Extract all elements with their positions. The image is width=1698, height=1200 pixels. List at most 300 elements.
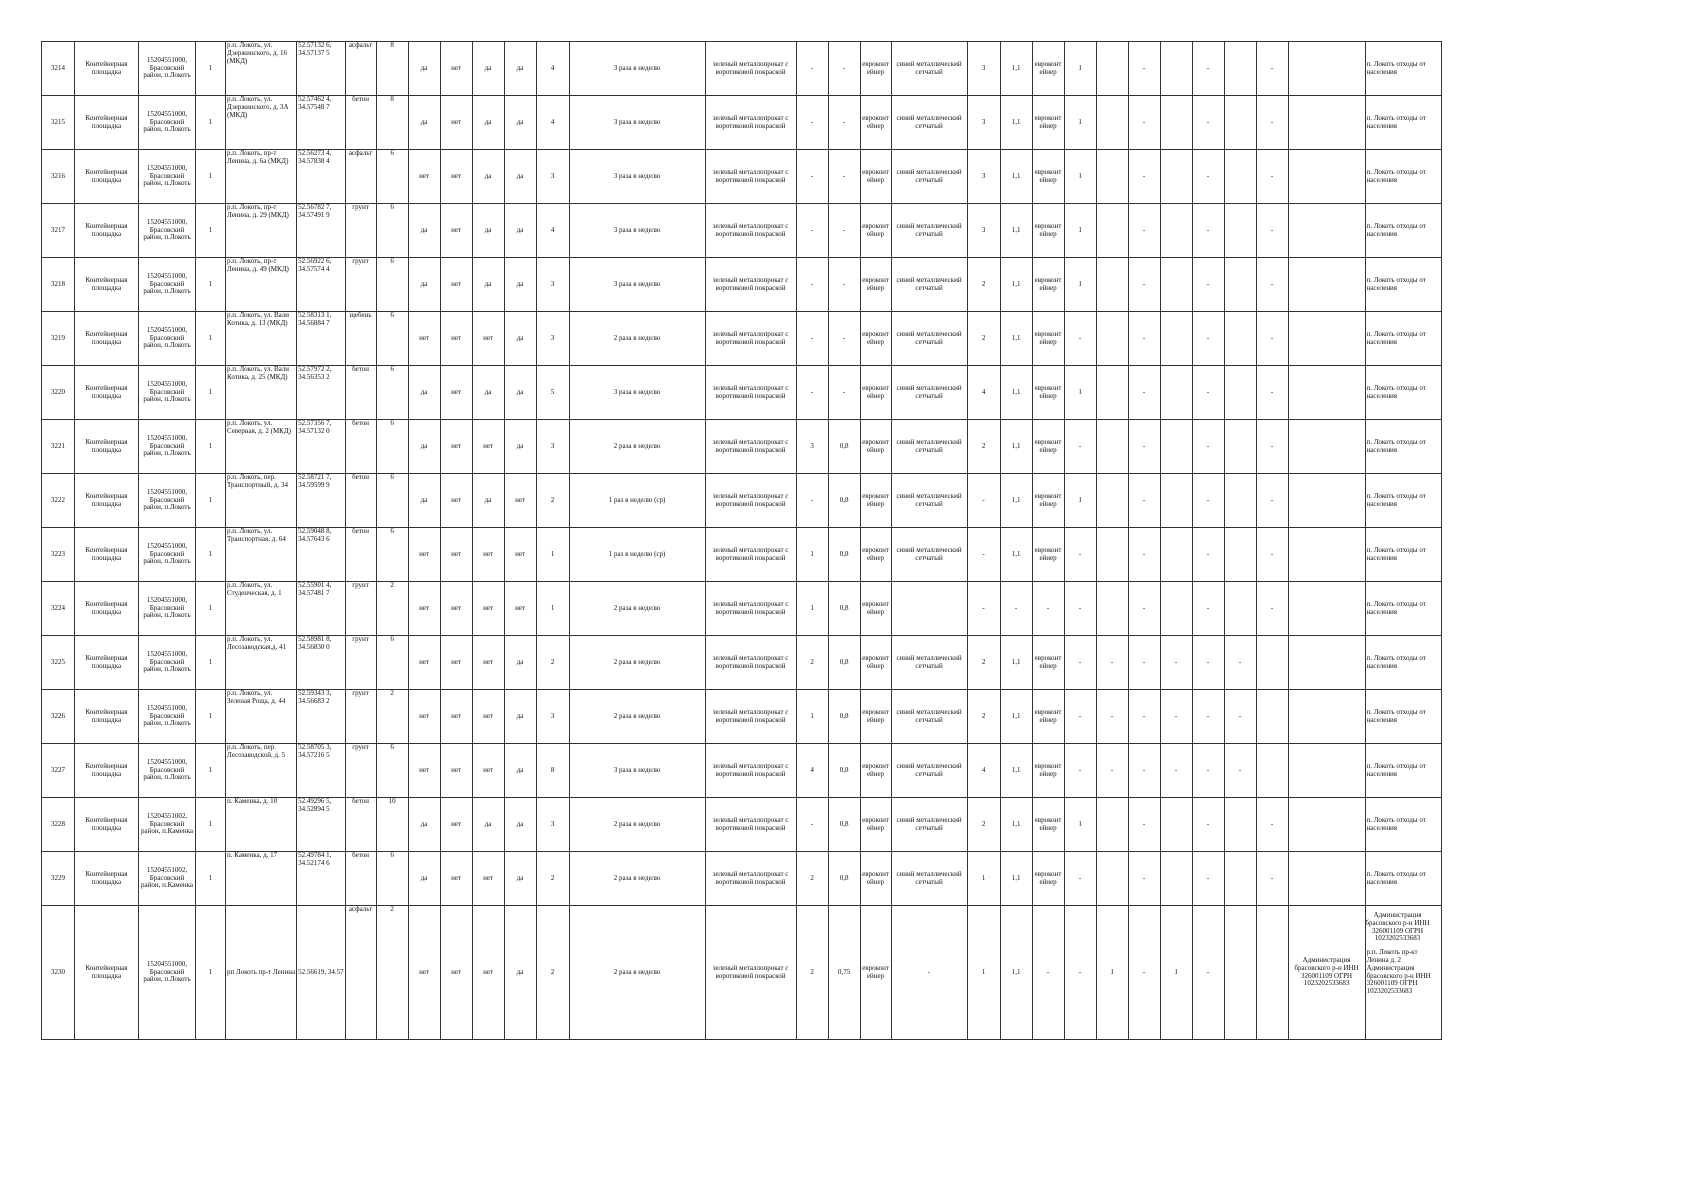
site-number-cell: 3225 — [42, 636, 75, 690]
value-cell-f5 — [1224, 96, 1256, 150]
value-cell-f5 — [1224, 528, 1256, 582]
waste-source-cell: п. Локоть отходы от населения — [1365, 582, 1441, 636]
value-cell-f1 — [1096, 798, 1128, 852]
value-cell-e1: евроконт ейнер — [860, 42, 891, 96]
value-cell-c3: да — [472, 204, 504, 258]
oktmo-cell: 15204551000, Брасовский район, п.Локоть — [139, 312, 196, 366]
waste-source-cell: п. Локоть отходы от населения — [1365, 420, 1441, 474]
coordinates-cell: 52.56619, 34.57 — [297, 906, 346, 1040]
value-cell-e5: евроконт ейнер — [1032, 312, 1064, 366]
value-cell-f1: - — [1096, 744, 1128, 798]
value-cell-f3 — [1160, 420, 1192, 474]
waste-source-cell: п. Локоть отходы от населения — [1365, 312, 1441, 366]
value-cell-e1: евроконт ейнер — [860, 366, 891, 420]
value-cell-e2: синий металлический сетчатый — [891, 96, 967, 150]
value-cell-f3: - — [1160, 636, 1192, 690]
value-cell-e5: евроконт ейнер — [1032, 96, 1064, 150]
table-row — [42, 744, 1442, 798]
value-cell-e5: евроконт ейнер — [1032, 852, 1064, 906]
address-cell: рп Локоть пр-т Ленина — [226, 906, 297, 1040]
waste-source-cell: п. Локоть отходы от населения — [1365, 852, 1441, 906]
waste-source-cell: п. Локоть отходы от населения — [1365, 42, 1441, 96]
value-cell-c3: да — [472, 150, 504, 204]
address-cell: р.п. Локоть, ул. Северная, д. 2 (МКД) — [226, 420, 297, 474]
value-cell-e4: 1,1 — [1000, 366, 1032, 420]
waste-source-cell: п. Локоть отходы от населения — [1365, 150, 1441, 204]
site-type-cell: Контейнерная площадка — [75, 150, 139, 204]
schedule-cell: 2 раза в неделю — [569, 798, 705, 852]
site-number-cell: 3217 — [42, 204, 75, 258]
schedule-cell: 3 раза в неделю — [569, 204, 705, 258]
owner-cell — [1288, 366, 1365, 420]
value-cell-f2: - — [1128, 744, 1160, 798]
table-row — [42, 420, 1442, 474]
fence-cell: зеленый металлопрокат с воротиковой покраской — [705, 420, 796, 474]
coordinates-cell: 52.58721 7, 34.59599 9 — [297, 474, 346, 528]
value-cell-e3: 2 — [967, 420, 1000, 474]
value-cell-f1 — [1096, 366, 1128, 420]
surface-cell: бетон — [345, 528, 376, 582]
value-cell-d2: - — [828, 204, 860, 258]
fence-cell: зеленый металлопрокат с воротиковой покраской — [705, 42, 796, 96]
value-cell-c2: нет — [440, 204, 472, 258]
value-cell-e4: 1,1 — [1000, 474, 1032, 528]
value-cell-d1: - — [796, 150, 828, 204]
address-cell: р.п. Локоть, пр-т Ленина, д. 49 (МКД) — [226, 258, 297, 312]
value-cell-f6: - — [1256, 420, 1288, 474]
coordinates-cell: 52.58981 8, 34.56830 0 — [297, 636, 346, 690]
value-cell-f6: - — [1256, 312, 1288, 366]
value-cell-c1: нет — [408, 312, 440, 366]
area-cell: 8 — [376, 42, 408, 96]
coordinates-cell: 52.57972 2, 34.56353 2 — [297, 366, 346, 420]
value-cell-d1: - — [796, 204, 828, 258]
value-cell-f3 — [1160, 204, 1192, 258]
value-cell-c5: 3 — [536, 258, 569, 312]
value-cell-e4: 1,1 — [1000, 906, 1032, 1040]
value-cell-e3: 1 — [967, 906, 1000, 1040]
site-type-cell: Контейнерная площадка — [75, 204, 139, 258]
value-cell-c3: да — [472, 42, 504, 96]
value-cell-f3: - — [1160, 744, 1192, 798]
value-cell-e2: синий металлический сетчатый — [891, 474, 967, 528]
value-cell-f1 — [1096, 852, 1128, 906]
oktmo-cell: 15204551000, Брасовский район, п.Локоть — [139, 204, 196, 258]
value-cell-e1: евроконт ейнер — [860, 582, 891, 636]
value-cell-e3: 3 — [967, 150, 1000, 204]
value-cell-d1: 4 — [796, 744, 828, 798]
count-cell: 1 — [196, 636, 226, 690]
value-cell-e4: 1,1 — [1000, 636, 1032, 690]
table-row — [42, 582, 1442, 636]
coordinates-cell: 52.49296 5, 34.52894 5 — [297, 798, 346, 852]
value-cell-c4: нет — [504, 474, 536, 528]
value-cell-d1: - — [796, 42, 828, 96]
value-cell-e1: евроконт ейнер — [860, 528, 891, 582]
value-cell-f5 — [1224, 42, 1256, 96]
value-cell-e1: евроконт ейнер — [860, 150, 891, 204]
value-cell-e6: - — [1064, 312, 1096, 366]
value-cell-c3: нет — [472, 420, 504, 474]
value-cell-c1: да — [408, 366, 440, 420]
value-cell-c4: да — [504, 852, 536, 906]
value-cell-c4: да — [504, 906, 536, 1040]
schedule-cell: 2 раза в неделю — [569, 582, 705, 636]
waste-source-cell: п. Локоть отходы от населения — [1365, 204, 1441, 258]
value-cell-e3: 3 — [967, 42, 1000, 96]
value-cell-c4: да — [504, 312, 536, 366]
value-cell-c5: 1 — [536, 582, 569, 636]
surface-cell: грунт — [345, 636, 376, 690]
value-cell-f2: - — [1128, 204, 1160, 258]
site-type-cell: Контейнерная площадка — [75, 420, 139, 474]
value-cell-c2: нет — [440, 582, 472, 636]
address-cell: п. Каменка, д. 17 — [226, 852, 297, 906]
table-row — [42, 906, 1442, 1040]
value-cell-e1: евроконт ейнер — [860, 420, 891, 474]
surface-cell: грунт — [345, 744, 376, 798]
waste-source-cell: п. Локоть отходы от населения — [1365, 798, 1441, 852]
value-cell-d1: 1 — [796, 582, 828, 636]
value-cell-d2: - — [828, 258, 860, 312]
value-cell-c5: 3 — [536, 150, 569, 204]
value-cell-e3: 3 — [967, 204, 1000, 258]
value-cell-f5: - — [1224, 690, 1256, 744]
owner-cell — [1288, 312, 1365, 366]
value-cell-f2: - — [1128, 528, 1160, 582]
count-cell: 1 — [196, 906, 226, 1040]
value-cell-c5: 1 — [536, 528, 569, 582]
value-cell-d1: 3 — [796, 420, 828, 474]
schedule-cell: 1 раз в неделю (ср) — [569, 474, 705, 528]
value-cell-e3: 2 — [967, 258, 1000, 312]
value-cell-d1: - — [796, 798, 828, 852]
site-number-cell: 3223 — [42, 528, 75, 582]
address-cell: р.п. Локоть, ул. Дзержинского, д. 16 (МКД) — [226, 42, 297, 96]
value-cell-e4: - — [1000, 582, 1032, 636]
address-cell: р.п. Локоть, ул. Вали Котика, д. 13 (МКД) — [226, 312, 297, 366]
value-cell-f5 — [1224, 852, 1256, 906]
value-cell-f3 — [1160, 150, 1192, 204]
value-cell-c1: нет — [408, 582, 440, 636]
site-type-cell: Контейнерная площадка — [75, 744, 139, 798]
value-cell-f4: - — [1192, 582, 1224, 636]
address-cell: р.п. Локоть, ул. Дзержинского, д. 3А (МКД) — [226, 96, 297, 150]
value-cell-c3: да — [472, 96, 504, 150]
table-row — [42, 852, 1442, 906]
value-cell-f5 — [1224, 582, 1256, 636]
value-cell-c1: нет — [408, 528, 440, 582]
coordinates-cell: 52.56922 6, 34.57574 4 — [297, 258, 346, 312]
table-row — [42, 204, 1442, 258]
table-row — [42, 258, 1442, 312]
table-row — [42, 690, 1442, 744]
value-cell-c3: да — [472, 258, 504, 312]
value-cell-e4: 1,1 — [1000, 312, 1032, 366]
value-cell-f4: - — [1192, 528, 1224, 582]
value-cell-d2: 0,8 — [828, 474, 860, 528]
value-cell-f3 — [1160, 582, 1192, 636]
oktmo-cell: 15204551000, Брасовский район, п.Локоть — [139, 42, 196, 96]
address-cell: р.п. Локоть, ул. Вали Котика, д. 25 (МКД) — [226, 366, 297, 420]
address-cell: р.п. Локоть, ул. Лесозаводская,д. 41 — [226, 636, 297, 690]
value-cell-e2: синий металлический сетчатый — [891, 852, 967, 906]
count-cell: 1 — [196, 150, 226, 204]
value-cell-e2 — [891, 582, 967, 636]
fence-cell: зеленый металлопрокат с воротиковой покраской — [705, 906, 796, 1040]
oktmo-cell: 15204551000, Брасовский район, п.Локоть — [139, 528, 196, 582]
value-cell-e2: синий металлический сетчатый — [891, 528, 967, 582]
value-cell-e6: 1 — [1064, 150, 1096, 204]
site-type-cell: Контейнерная площадка — [75, 474, 139, 528]
address-cell: р.п. Локоть, пр-т Ленина, д. 6а (МКД) — [226, 150, 297, 204]
surface-cell: асфальт — [345, 906, 376, 1040]
owner-cell — [1288, 798, 1365, 852]
fence-cell: зеленый металлопрокат с воротиковой покраской — [705, 258, 796, 312]
site-type-cell: Контейнерная площадка — [75, 906, 139, 1040]
site-number-cell: 3228 — [42, 798, 75, 852]
value-cell-d2: - — [828, 42, 860, 96]
value-cell-c2: нет — [440, 42, 472, 96]
value-cell-e6: 1 — [1064, 798, 1096, 852]
waste-source-cell: р.п. Локоть пр-кт Ленина д. 2 Администрация брасовского р-н ИНН 326001109 ОГРН 1023202533683 — [1365, 906, 1441, 1040]
area-cell: 2 — [376, 582, 408, 636]
value-cell-c2: нет — [440, 474, 472, 528]
fence-cell: зеленый металлопрокат с воротиковой покраской — [705, 690, 796, 744]
oktmo-cell: 15204551000, Брасовский район, п.Локоть — [139, 690, 196, 744]
value-cell-e5: евроконт ейнер — [1032, 366, 1064, 420]
fence-cell: зеленый металлопрокат с воротиковой покраской — [705, 150, 796, 204]
value-cell-e4: 1,1 — [1000, 150, 1032, 204]
value-cell-e2: синий металлический сетчатый — [891, 690, 967, 744]
value-cell-c5: 5 — [536, 366, 569, 420]
area-cell: 6 — [376, 474, 408, 528]
value-cell-d1: - — [796, 312, 828, 366]
container-sites-table — [41, 41, 1442, 1040]
fence-cell: зеленый металлопрокат с воротиковой покраской — [705, 204, 796, 258]
value-cell-f6 — [1256, 744, 1288, 798]
value-cell-f5 — [1224, 204, 1256, 258]
surface-cell: щебень — [345, 312, 376, 366]
value-cell-d2: 0,8 — [828, 852, 860, 906]
table-row — [42, 636, 1442, 690]
site-number-cell: 3219 — [42, 312, 75, 366]
value-cell-d1: - — [796, 258, 828, 312]
oktmo-cell: 15204551000, Брасовский район, п.Локоть — [139, 474, 196, 528]
value-cell-e1: евроконт ейнер — [860, 312, 891, 366]
value-cell-d2: 0,8 — [828, 528, 860, 582]
value-cell-f1 — [1096, 474, 1128, 528]
value-cell-c3: нет — [472, 690, 504, 744]
value-cell-c2: нет — [440, 258, 472, 312]
owner-cell — [1288, 636, 1365, 690]
value-cell-d1: - — [796, 366, 828, 420]
area-cell: 2 — [376, 906, 408, 1040]
table-row — [42, 528, 1442, 582]
value-cell-d2: - — [828, 366, 860, 420]
value-cell-c4: да — [504, 366, 536, 420]
surface-cell: бетон — [345, 96, 376, 150]
schedule-cell: 3 раза в неделю — [569, 150, 705, 204]
area-cell: 6 — [376, 150, 408, 204]
site-number-cell: 3226 — [42, 690, 75, 744]
value-cell-e2: синий металлический сетчатый — [891, 312, 967, 366]
fence-cell: зеленый металлопрокат с воротиковой покраской — [705, 474, 796, 528]
value-cell-c5: 3 — [536, 798, 569, 852]
value-cell-f6: - — [1256, 852, 1288, 906]
coordinates-cell: 52.56782 7, 34.57491 9 — [297, 204, 346, 258]
value-cell-e5: евроконт ейнер — [1032, 42, 1064, 96]
value-cell-c3: нет — [472, 906, 504, 1040]
value-cell-f3 — [1160, 96, 1192, 150]
value-cell-e3: 4 — [967, 366, 1000, 420]
count-cell: 1 — [196, 474, 226, 528]
table-row — [42, 96, 1442, 150]
value-cell-c5: 4 — [536, 204, 569, 258]
area-cell: 6 — [376, 744, 408, 798]
value-cell-d2: - — [828, 150, 860, 204]
value-cell-d2: 0,8 — [828, 744, 860, 798]
coordinates-cell: 52.59048 8, 34.57643 6 — [297, 528, 346, 582]
value-cell-c1: да — [408, 852, 440, 906]
value-cell-e2: синий металлический сетчатый — [891, 42, 967, 96]
count-cell: 1 — [196, 366, 226, 420]
owner-cell — [1288, 204, 1365, 258]
value-cell-f3 — [1160, 312, 1192, 366]
surface-cell: грунт — [345, 258, 376, 312]
coordinates-cell: 52.57132 6, 34.57137 5 — [297, 42, 346, 96]
count-cell: 1 — [196, 528, 226, 582]
site-number-cell: 3229 — [42, 852, 75, 906]
value-cell-e6: 1 — [1064, 258, 1096, 312]
value-cell-c3: нет — [472, 312, 504, 366]
site-type-cell: Контейнерная площадка — [75, 798, 139, 852]
value-cell-c4: да — [504, 96, 536, 150]
site-type-cell: Контейнерная площадка — [75, 42, 139, 96]
owner-cell — [1288, 96, 1365, 150]
address-cell: р.п. Локоть, пр-т Ленина, д. 29 (МКД) — [226, 204, 297, 258]
address-cell: р.п. Локоть, ул. Студенческая, д. 1 — [226, 582, 297, 636]
value-cell-e1: евроконт ейнер — [860, 636, 891, 690]
value-cell-c2: нет — [440, 420, 472, 474]
value-cell-d1: 2 — [796, 636, 828, 690]
value-cell-e5: евроконт ейнер — [1032, 258, 1064, 312]
fence-cell: зеленый металлопрокат с воротиковой покраской — [705, 744, 796, 798]
value-cell-e6: 1 — [1064, 474, 1096, 528]
value-cell-e6: 1 — [1064, 42, 1096, 96]
schedule-cell: 3 раза в неделю — [569, 42, 705, 96]
value-cell-f3 — [1160, 366, 1192, 420]
value-cell-e2: синий металлический сетчатый — [891, 744, 967, 798]
value-cell-c4: да — [504, 798, 536, 852]
value-cell-c1: да — [408, 204, 440, 258]
area-cell: 6 — [376, 366, 408, 420]
waste-source-cell: п. Локоть отходы от населения — [1365, 528, 1441, 582]
value-cell-f6: - — [1256, 582, 1288, 636]
value-cell-f1 — [1096, 258, 1128, 312]
value-cell-f5 — [1224, 906, 1256, 1040]
address-cell: р.п. Локоть, ул. Зеленая Роща, д. 44 — [226, 690, 297, 744]
value-cell-d2: 0,8 — [828, 420, 860, 474]
value-cell-c1: нет — [408, 150, 440, 204]
waste-source-cell: п. Локоть отходы от населения — [1365, 636, 1441, 690]
area-cell: 6 — [376, 312, 408, 366]
fence-cell: зеленый металлопрокат с воротиковой покраской — [705, 798, 796, 852]
value-cell-c1: да — [408, 420, 440, 474]
value-cell-e3: 1 — [967, 852, 1000, 906]
value-cell-e5: евроконт ейнер — [1032, 636, 1064, 690]
area-cell: 6 — [376, 258, 408, 312]
value-cell-f3: - — [1160, 690, 1192, 744]
fence-cell: зеленый металлопрокат с воротиковой покраской — [705, 582, 796, 636]
value-cell-d2: - — [828, 96, 860, 150]
owner-cell — [1288, 852, 1365, 906]
site-number-cell: 3214 — [42, 42, 75, 96]
value-cell-e3: - — [967, 474, 1000, 528]
waste-source-cell: п. Локоть отходы от населения — [1365, 474, 1441, 528]
value-cell-f6: - — [1256, 258, 1288, 312]
waste-source-cell: п. Локоть отходы от населения — [1365, 258, 1441, 312]
count-cell: 1 — [196, 690, 226, 744]
value-cell-f3 — [1160, 852, 1192, 906]
value-cell-c3: нет — [472, 582, 504, 636]
count-cell: 1 — [196, 312, 226, 366]
value-cell-f2: - — [1128, 852, 1160, 906]
area-cell: 8 — [376, 96, 408, 150]
count-cell: 1 — [196, 96, 226, 150]
schedule-cell: 1 раз в неделю (ср) — [569, 528, 705, 582]
site-number-cell: 3224 — [42, 582, 75, 636]
count-cell: 1 — [196, 420, 226, 474]
value-cell-f1: - — [1096, 636, 1128, 690]
value-cell-e4: 1,1 — [1000, 852, 1032, 906]
owner-cell — [1288, 42, 1365, 96]
value-cell-c4: да — [504, 636, 536, 690]
value-cell-c4: да — [504, 258, 536, 312]
value-cell-c1: нет — [408, 744, 440, 798]
fence-cell: зеленый металлопрокат с воротиковой покраской — [705, 96, 796, 150]
coordinates-cell: 52.58313 1, 34.56884 7 — [297, 312, 346, 366]
value-cell-f3: 1 — [1160, 906, 1192, 1040]
value-cell-e1: евроконт ейнер — [860, 204, 891, 258]
value-cell-e5: евроконт ейнер — [1032, 420, 1064, 474]
value-cell-f6: - — [1256, 96, 1288, 150]
count-cell: 1 — [196, 744, 226, 798]
value-cell-c2: нет — [440, 798, 472, 852]
value-cell-c2: нет — [440, 96, 472, 150]
value-cell-f2: - — [1128, 42, 1160, 96]
site-type-cell: Контейнерная площадка — [75, 258, 139, 312]
value-cell-f3 — [1160, 42, 1192, 96]
oktmo-cell: 15204551002, Брасовский район, п.Каменка — [139, 852, 196, 906]
value-cell-f5 — [1224, 312, 1256, 366]
owner-cell — [1288, 150, 1365, 204]
value-cell-f2: - — [1128, 420, 1160, 474]
value-cell-e6: - — [1064, 582, 1096, 636]
surface-cell: бетон — [345, 474, 376, 528]
value-cell-e6: 1 — [1064, 96, 1096, 150]
oktmo-cell: 15204551000, Брасовский район, п.Локоть — [139, 96, 196, 150]
value-cell-c1: нет — [408, 906, 440, 1040]
value-cell-d1: - — [796, 96, 828, 150]
site-type-cell: Контейнерная площадка — [75, 96, 139, 150]
value-cell-e2: синий металлический сетчатый — [891, 420, 967, 474]
schedule-cell: 2 раза в неделю — [569, 906, 705, 1040]
oktmo-cell: 15204551000, Брасовский район, п.Локоть — [139, 906, 196, 1040]
value-cell-f4: - — [1192, 42, 1224, 96]
value-cell-c5: 4 — [536, 96, 569, 150]
site-number-cell: 3216 — [42, 150, 75, 204]
